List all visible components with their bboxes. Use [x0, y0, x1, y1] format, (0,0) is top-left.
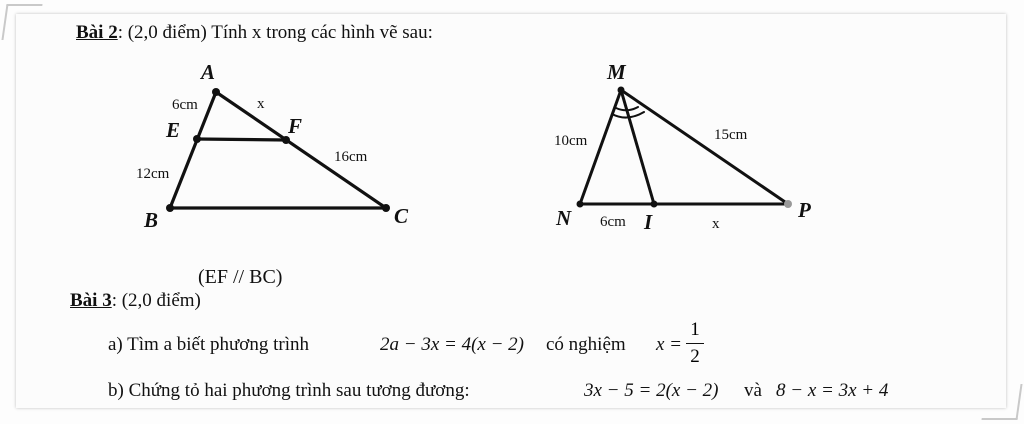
- bai2-title: Bài 2: [76, 22, 118, 43]
- length-af: x: [257, 96, 265, 112]
- point-i: [651, 201, 658, 208]
- length-mp: 15cm: [714, 127, 748, 143]
- fraction-numerator: 1: [690, 319, 700, 340]
- bai3-title: Bài 3: [70, 290, 112, 311]
- label-f: F: [288, 114, 303, 138]
- fraction-denominator: 2: [690, 346, 700, 367]
- length-ni: 6cm: [600, 214, 626, 230]
- side-mp: [621, 90, 788, 204]
- bai3-b-prefix: b) Chứng tỏ hai phương trình sau tương đương:: [108, 380, 470, 401]
- bai3-a-mid: có nghiệm: [546, 334, 626, 355]
- bai3-b-and: và: [744, 380, 762, 401]
- bai3-b-equation-2: 8 − x = 3x + 4: [776, 380, 889, 401]
- segment-ef: [197, 139, 286, 140]
- label-c: C: [394, 204, 409, 228]
- label-p: P: [798, 198, 811, 222]
- length-fc: 16cm: [334, 149, 368, 165]
- bai3-a-x: x =: [656, 334, 683, 355]
- label-b: B: [144, 208, 159, 232]
- point-n: [577, 201, 584, 208]
- triangle-mnp: [580, 90, 788, 204]
- fraction-bar: [686, 343, 704, 344]
- label-m: M: [607, 60, 626, 84]
- label-i: I: [644, 210, 653, 234]
- bai3-a-prefix: a) Tìm a biết phương trình: [108, 334, 309, 355]
- length-mn: 10cm: [554, 133, 588, 149]
- bai3-b-equation-1: 3x − 5 = 2(x − 2): [584, 380, 719, 401]
- bai3-a-fraction: [686, 319, 704, 368]
- bai3-heading: [70, 290, 201, 312]
- bai2-text: : (2,0 điểm) Tính x trong các hình vẽ sau:: [117, 22, 433, 43]
- length-ae: 6cm: [172, 97, 198, 113]
- length-ip: x: [712, 216, 720, 232]
- point-a: [212, 88, 220, 96]
- bai3-text: : (2,0 điểm): [111, 290, 201, 311]
- point-b: [166, 204, 174, 212]
- parallel-note: (EF // BC): [198, 266, 283, 288]
- bai3-a-equation: 2a − 3x = 4(x − 2): [380, 334, 524, 355]
- label-a: A: [201, 60, 216, 84]
- point-p: [784, 200, 792, 208]
- label-n: N: [556, 206, 572, 230]
- point-e: [193, 135, 201, 143]
- point-m: [618, 87, 625, 94]
- label-e: E: [166, 118, 181, 142]
- point-c: [382, 204, 390, 212]
- length-eb: 12cm: [136, 166, 170, 182]
- worksheet-paper: [16, 14, 1006, 408]
